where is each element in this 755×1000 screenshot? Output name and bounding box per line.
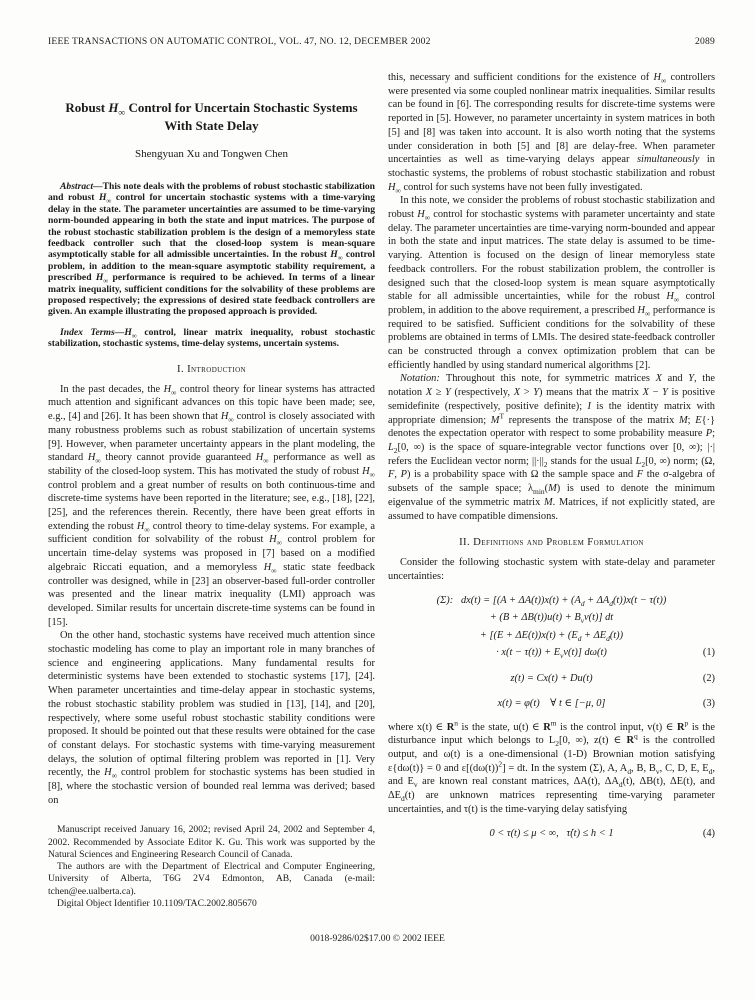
consider-paragraph: Consider the following stochastic system with state-delay and parameter uncertainties: <box>388 557 715 582</box>
note-overview-paragraph: In this note, we consider the problems of robust stochastic stabilization and robust $H_\infty$ control for stochastic systems with parameter uncertainty and state delay. The parameter uncertainties are time-varying norm-bounded and appear in both the state and input matrices. The state delay is assumed to be time-varying. Attention is focused on the design of linear memoryless state feedback controllers. For the robust stabilization problem, the controller is designed such that the closed-loop system is mean square asymptotically stable for all admissible uncertainties, while for the robust $H_\infty$ control problem, in addition to the above requirement, a prescribed $H_\infty$ performance is required to be satisfied. Sufficient conditions for the solvability of these problems are obtained in terms of LMIs. The desired state-feedback controller can be constructed through a convex optimization problem that can be efficiently handled by using standard numerical algorithms [2]. <box>388 195 716 371</box>
journal-header: IEEE TRANSACTIONS ON AUTOMATIC CONTROL, VOL. 47, NO. 12, DECEMBER 2002 <box>48 36 431 47</box>
equation-1 <box>388 592 715 662</box>
abstract-label: Abstract— <box>60 181 103 192</box>
section-heading-introduction: I. Introduction <box>176 362 246 375</box>
abstract-text: This note deals with the problems of robust stochastic stabilization and robust $H_\infty$ control for uncertain stochastic systems with a time-varying delay in the state. The parameter uncertainties are assumed to be time-varying norm-bounded appearing in both the state and input matrices. The purpose of the robust stochastic stabilization problem is the design of a memoryless state feedback controller such that the closed-loop system is mean-square asymptotically stable for all admissible uncertainties. In the robust $H_\infty$ control problem, in addition to the mean-square asymptotic stability requirement, a prescribed $H_\infty$ performance is required to be achieved. In terms of a linear matrix inequality, sufficient conditions for the solvability of these problems are proposed respectively; the expressions of desired state feedback controllers are given. An example illustrating the proposed approach is provided. <box>48 181 375 318</box>
equation-1-line-3: + [$(E + \Delta E(t))x(t) + (E_d + \Delta E_d(t))$ <box>479 629 624 643</box>
notation-text: Throughout this note, for symmetric matrices X and Y, the notation X ≥ Y (respectively, X > Y) means that the matrix X − Y is positive semidefinite (respectively, positive definite); I is the identity matrix with appropriate dimension; $M^T$ represents the transpose of the matrix M; E{·} denotes the expectation operator with respect to some probability measure P; $L_2[0$, ∞) is the space of square-integrable vector functions over [0, ∞); |·| refers the Euclidean vector norm; $||\cdot||_2$ stands for the usual $L_2[0$, ∞) norm; (Ω, F, P) is a probability space with Ω the sample space and F the σ-algebra of subsets of the sample space; $\lambda_{min}(M)$ is used to denote the minimum eigenvalue of the symmetric matrix M. Matrices, if not explicitly stated, are assumed to have compatible dimensions. <box>388 373 716 522</box>
authors-line: Shengyuan Xu and Tongwen Chen <box>134 148 288 160</box>
where-paragraph: where x(t) ∈ $R^n$ is the state, u(t) ∈ $R^m$ is the control input, v(t) ∈ $R^p$ is the disturbance input which belongs to $L_2[0$, ∞), z(t) ∈ $R^q$ is the controlled output, and ω(t) is a one-dimensional (1-D) Brownian motion satisfying ε{dω(t)} = 0 and $\varepsilon[(d\omega(t))^2]$ = dt. In the system (Σ), A, $A_d$, B, $B_v$, C, D, E, $E_d$, and $E_v$ are known real constant matrices, ΔA(t), $\Delta A_d(t)$, ΔB(t), ΔE(t), and $\Delta E_d(t)$ are unknown matrices representing time-varying parameter uncertainties, and τ(t) is the time-varying delay satisfying <box>388 718 716 815</box>
equation-3-number: (3) <box>702 698 715 710</box>
running-head <box>48 36 715 47</box>
footer-copyright: 0018-9286/02$17.00 © 2002 IEEE <box>310 933 445 944</box>
index-terms-text: $H_\infty$ control, linear matrix inequality, robust stochastic stabilization, stochastic systems, time-delay systems, uncertain systems. <box>48 326 375 350</box>
intro-paragraph-2: On the other hand, stochastic systems have received much attention since stochastic modeling has come to play an important role in many branches of science and engineering applications. Many fundamental results for deterministic systems have been extended to stochastic systems [17], [24]. When parameter uncertainties and time-delay appear in stochastic systems, the robust stochastic stability problem was studied in [13], [14], and [20], respectively, where some useful robust stochastic stability conditions were proposed. It should be pointed out that these results were obtained for the case of constant delays. For stochastic systems with time-varying measurement delays, the solution of optimal filtering problem was reported in [1]. Very recently, the $H_\infty$ control problem for stochastic systems has been studied in [8], where the stochastic version of bounded real lemma was derived; based on <box>48 630 376 806</box>
equation-2-number: (2) <box>702 672 715 684</box>
abstract-paragraph <box>48 181 375 318</box>
page-content <box>48 36 715 910</box>
footnote-affiliation: The authors are with the Department of Electrical and Computer Engineering, University of Alberta, T6G 2V4 Edmonton, AB, Canada (e-mail: tchen@ee.ualberta.ca). <box>48 861 375 897</box>
equation-1-number: (1) <box>702 647 715 659</box>
right-column <box>388 71 715 850</box>
section-heading-definitions: II. Definitions and Problem Formulation <box>459 536 644 549</box>
paper-title <box>48 99 375 134</box>
notation-label: Notation: <box>400 373 440 385</box>
left-column <box>48 71 375 910</box>
equation-1-line-1: (Σ): $dx(t) = [(A + \Delta A(t))x(t) + (A_d + \Delta A_d(t))x(t - \tau(t))$ <box>436 594 667 608</box>
intro-paragraph-1: In the past decades, the $H_\infty$ control theory for linear systems has attracted much attention and significant advances on this topic have been made; see, e.g., [4] and [26]. It has been shown that $H_\infty$ control is closely associated with many robustness problems such as robust stabilization of uncertain systems [9]. However, when parameter uncertainty appears in the plant modeling, the standard $H_\infty$ theory cannot provide guaranteed $H_\infty$ performance as well as stability of the closed-loop system. This has motivated the study of robust $H_\infty$ control problem and a great number of results on both continuous-time and discrete-time systems have been reported in the literature; see, e.g., [18], [22], [25], and the references therein. Recently, there have been great efforts in extending the robust $H_\infty$ control theory to time-delay systems. For example, a sufficient condition for solvability of the robust $H_\infty$ control problem for uncertain time-delay systems was proposed in [7] based on a modified algebraic Riccati equation, and a memoryless $H_\infty$ static state feedback controller was designed, while in [23] an observer-based full-order controller was presented and the linear matrix inequality (LMI) approach was developed. Similar results for uncertain discrete-time systems can be found in [15]. <box>48 383 376 628</box>
footnote-block <box>48 824 375 909</box>
equation-2-body: z(t) = Cx(t) + Du(t) <box>510 672 593 684</box>
footnote-manuscript: Manuscript received January 16, 2002; revised April 24, 2002 and September 4, 2002. Recommended by Associate Editor K. Gu. This work was supported by the Natural Sciences and Engineering Research Council of Canada. <box>48 824 375 860</box>
two-column-layout <box>48 71 715 910</box>
equation-4 <box>388 825 715 843</box>
equation-3 <box>388 695 715 713</box>
equation-4-number: (4) <box>702 827 715 839</box>
title-line-2: With State Delay <box>164 117 259 133</box>
equation-2 <box>388 670 715 688</box>
footnote-doi: Digital Object Identifier 10.1109/TAC.2002.805670 <box>57 897 257 909</box>
equation-3-body: x(t) = φ(t) ∀ t ∈ [−μ, 0] <box>497 698 606 710</box>
index-terms-paragraph <box>48 327 375 350</box>
equation-1-line-2: + $(B + \Delta B(t))u(t) + B_vv(t)$] dt <box>489 612 614 626</box>
notation-paragraph <box>388 372 715 523</box>
page-number: 2089 <box>695 36 715 47</box>
index-terms-label: Index Terms— <box>60 326 125 338</box>
title-line-1: Robust $H_\infty$ Control for Uncertain Stochastic Systems <box>65 100 358 119</box>
equation-1-line-4: · $x(t - \tau(t)) + E_vv(t)$] dω(t) (1) <box>388 644 715 662</box>
equation-4-body: 0 < τ(t) ≤ μ < ∞, τ̇(t) ≤ h < 1 <box>489 827 614 839</box>
continuation-paragraph: this, necessary and sufficient conditions for the existence of $H_\infty$ controllers were presented via some coupled nonlinear matrix inequalities. Similar results can be found in [6]. The corresponding results for discrete-time systems were reported in [5]. However, no parameter uncertainty in system matrices in both [5] and [8] was taken into account. It is also worth noting that the systems under consideration in both [5] and [8] are delay-free. When parameter uncertainties as well as time-varying delays appear simultaneously in stochastic systems, the problems of robust stochastic stabilization and robust $H_\infty$ control for such systems have not been fully investigated. <box>388 72 715 195</box>
